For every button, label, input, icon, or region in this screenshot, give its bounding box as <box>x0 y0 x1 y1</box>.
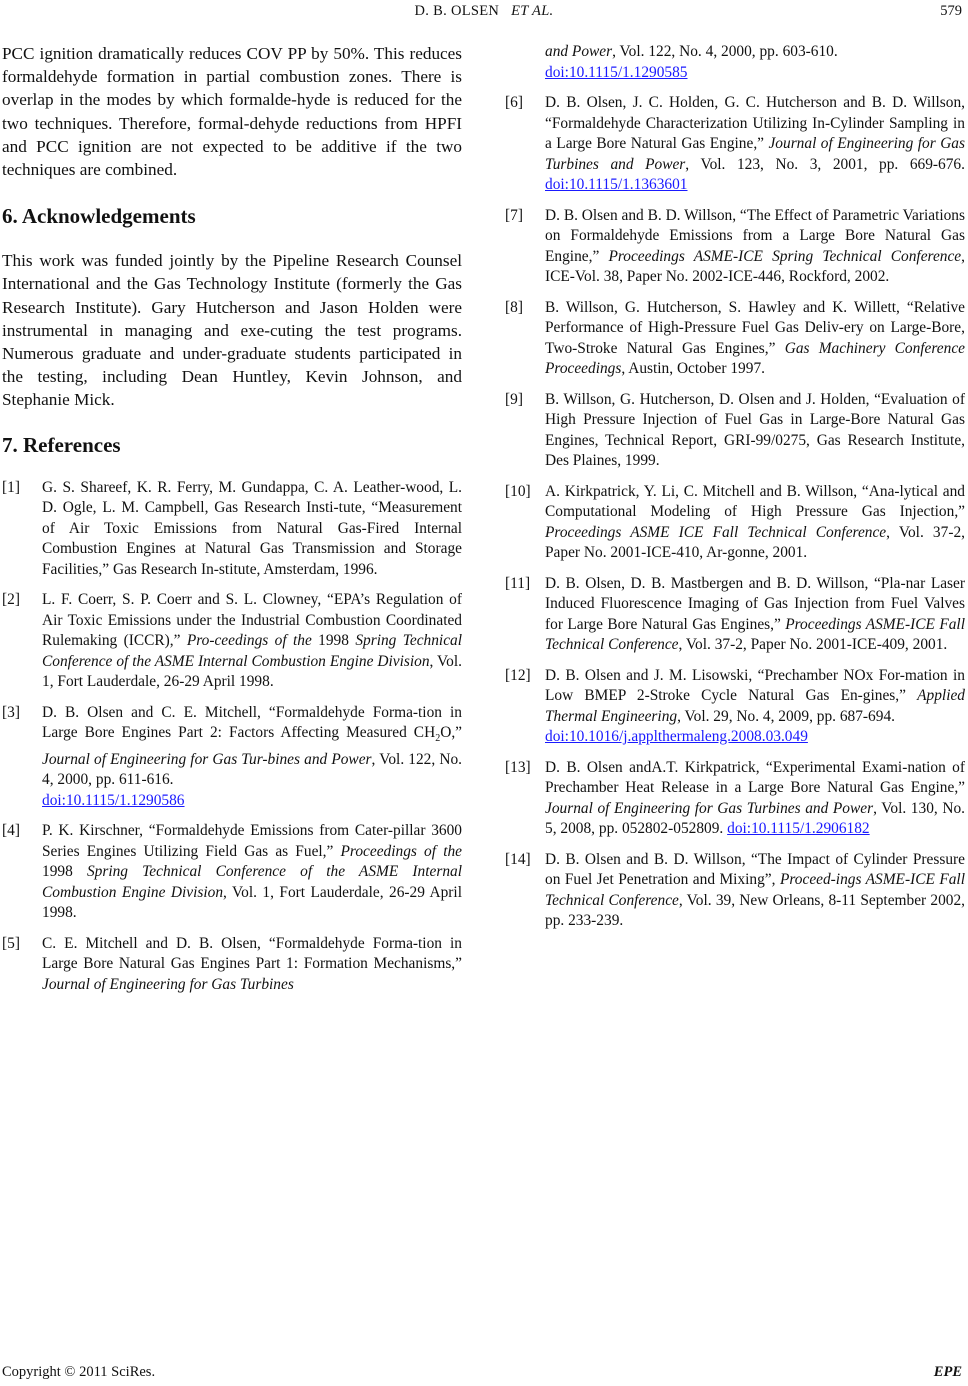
reference-number: [4] <box>2 822 20 840</box>
reference-journal: and Power <box>545 43 613 60</box>
reference-text <box>42 934 462 996</box>
acknowledgements-paragraph: This work was funded jointly by the Pipeline Research Counsel International and the Gas Technology Institute (formerly the Gas Research Institute). Gary Hutcherson and Jason Holden were instrumental in managing and exe-cuting the test programs. Numerous graduate and under-graduate students participated in the testing, including Dean Huntley, Kevin Johnson, and Stephanie Mick. <box>2 251 462 410</box>
reference-details: , ICE-Vol. 38, Paper No. 2002-ICE-446, Rockford, 2002. <box>545 247 966 285</box>
reference-text <box>545 758 965 840</box>
copyright-notice: Copyright © 2011 SciRes. <box>2 1364 156 1380</box>
reference-item-3 <box>2 703 462 812</box>
reference-journal: Journal of Engineering for Gas Turbines and Power <box>545 135 965 173</box>
reference-item-6 <box>505 93 965 196</box>
reference-venue-italic: Proceed-ings ASME-ICE Fall Technical Conference <box>545 871 965 909</box>
running-head-authors: D. B. OLSEN <box>414 3 500 19</box>
reference-authors-title: P. K. Kirschner, “Formaldehyde Emissions from Cater-pillar 3600 Series Engines Utilizing Field Gas as Fuel,” <box>42 822 462 860</box>
reference-item-7 <box>505 206 965 288</box>
intro-paragraph: PCC ignition dramatically reduces COV PP by 50%. This reduces formaldehyde formation in partial combustion zones. There is overlap in the modes by which formalde-hyde is reduced for the two techniques. Therefore, formal-dehyde reductions from HPFI and PCC ignition are not expected to be additive if the two techniques are combined. <box>2 44 462 180</box>
running-head <box>0 3 968 20</box>
reference-text <box>42 821 462 924</box>
page-header <box>0 0 968 26</box>
reference-details: , Vol. 1, Fort Lauderdale, 26-29 April 1998. <box>42 883 462 922</box>
reference-number: [7] <box>505 206 523 224</box>
reference-details: , Vol. 123, No. 3, 2001, pp. 669-676. <box>685 155 965 173</box>
reference-authors-title: D. B. Olsen and C. E. Mitchell, “Formaldehyde Forma-tion in Large Bore Engines Part 2: Factors Affecting Measured CH <box>42 703 462 742</box>
page-number: 579 <box>940 3 962 19</box>
doi-link[interactable]: doi:10.1115/1.1290585 <box>545 63 688 81</box>
reference-number: [10] <box>505 482 531 500</box>
reference-details: , Vol. 37-2, Paper No. 2001-ICE-409, 2001. <box>678 636 948 653</box>
reference-number: [13] <box>505 758 531 776</box>
reference-journal: Journal of Engineering for Gas Turbines <box>42 975 294 993</box>
reference-text: B. Willson, G. Hutcherson, D. Olsen and J. Holden, “Evaluation of High Pressure Injection of Fuel Gas in Large-Bore Natural Gas Engines, Technical Report, GRI-99/0275, Gas Research Institute, Des Plaines, 1999. <box>545 390 965 469</box>
doi-link[interactable]: doi:10.1016/j.applthermaleng.2008.03.049 <box>545 728 808 745</box>
reference-journal: Journal of Engineering for Gas Turbines and Power <box>545 799 874 817</box>
acknowledgements-heading: 6. Acknowledgements <box>2 204 196 229</box>
reference-venue-italic: Spring Technical Conference of the ASME Internal Combustion Engine Division <box>42 632 462 670</box>
reference-journal: Applied Thermal Engineering <box>545 687 965 725</box>
reference-number: [2] <box>2 591 20 609</box>
reference-venue-italic: Proceedings ASME-ICE Spring Technical Conference <box>608 247 962 265</box>
doi-link[interactable]: doi:10.1115/1.2906182 <box>727 820 870 837</box>
reference-item-13 <box>505 758 965 840</box>
reference-authors-title: D. B. Olsen, D. B. Mastbergen and B. D. Willson, “Pla-nar Laser Induced Fluorescence Imaging of Gas Injection from Fuel Valves for Large Bore Natural Gas Engines,” <box>545 574 965 633</box>
reference-item-14 <box>505 850 965 932</box>
doi-link[interactable]: doi:10.1115/1.1363601 <box>545 176 688 193</box>
reference-authors-title: D. B. Olsen andA.T. Kirkpatrick, “Experimental Exami-nation of Prechamber Heat Release in a Large Bore Natural Gas Engine,” <box>545 758 965 796</box>
reference-number: [6] <box>505 94 523 111</box>
reference-text <box>545 850 965 932</box>
reference-venue-italic: Proceedings of the <box>340 842 462 860</box>
reference-details: , Austin, October 1997. <box>621 360 765 377</box>
reference-authors-title: A. Kirkpatrick, Y. Li, C. Mitchell and B. Willson, “Ana-lytical and Computational Modeling of High Pressure Gas Injection,” <box>545 482 965 520</box>
reference-details: , Vol. 122, No. 4, 2000, pp. 603-610. <box>612 43 838 60</box>
reference-text <box>545 206 965 288</box>
journal-abbreviation: EPE <box>933 1364 962 1380</box>
reference-authors-title: D. B. Olsen, J. C. Holden, G. C. Hutcherson and B. D. Willson, “Formaldehyde Characterization Utilizing In-Cylinder Sampling in a Large Bore Natural Gas Engine,” <box>545 94 965 152</box>
reference-text <box>42 703 462 812</box>
reference-number: [5] <box>2 934 20 952</box>
reference-venue-italic: Pro-ceedings of the <box>186 632 312 650</box>
reference-details: , Vol. 1, Fort Lauderdale, 26-29 April 1998. <box>42 652 462 691</box>
reference-text <box>42 590 462 693</box>
reference-year: 1998 <box>42 863 87 881</box>
reference-item-12 <box>505 666 965 748</box>
reference-authors-title: L. F. Coerr, S. P. Coerr and S. L. Clowney, “EPA’s Regulation of Air Toxic Emissions under the Industrial Combustion Coordinated Rulemaking (ICCR),” <box>42 591 462 650</box>
doi-link[interactable]: doi:10.1115/1.1290586 <box>42 791 185 809</box>
reference-text <box>545 298 965 380</box>
reference-item-8 <box>505 298 965 380</box>
reference-authors-title: D. B. Olsen and B. D. Willson, “The Impact of Cylinder Pressure on Fuel Jet Penetration and Mixing”, <box>545 850 965 888</box>
reference-year: 1998 <box>311 632 356 650</box>
subscript: 2 <box>435 733 441 745</box>
reference-text <box>545 93 965 196</box>
reference-text <box>545 482 965 564</box>
reference-item-5 <box>2 934 462 996</box>
reference-venue-italic: Proceedings ASME ICE Fall Technical Conference <box>545 523 887 541</box>
reference-item-9 <box>505 390 965 472</box>
reference-item-5-continued <box>505 42 965 83</box>
left-column <box>2 42 462 995</box>
reference-item-2 <box>2 590 462 693</box>
reference-text <box>545 666 965 748</box>
reference-number: [12] <box>505 666 531 684</box>
references-heading: 7. References <box>2 432 121 457</box>
reference-text <box>545 574 965 656</box>
reference-item-10 <box>505 482 965 564</box>
right-column <box>505 42 965 932</box>
reference-details: , Vol. 122, No. 4, 2000, pp. 611-616. <box>42 750 463 789</box>
reference-venue-italic: Spring Technical Conference of the ASME Internal Combustion Engine Division <box>42 863 462 901</box>
reference-details: , Vol. 29, No. 4, 2009, pp. 687-694. <box>677 707 895 725</box>
reference-details: , Vol. 130, No. 5, 2008, pp. 052802-052809. <box>545 799 965 837</box>
reference-authors-title: C. E. Mitchell and D. B. Olsen, “Formaldehyde Forma-tion in Large Bore Natural Gas Engines Part 1: Formation Mechanisms,” <box>42 934 462 973</box>
reference-authors-title: B. Willson, G. Hutcherson, S. Hawley and K. Willett, “Relative Performance of High-Pressure Fuel Gas Deliv-ery on Large-Bore, Two-Stroke Natural Gas Engines,” <box>545 298 965 357</box>
reference-number: [8] <box>505 298 523 316</box>
reference-number: [11] <box>505 574 531 592</box>
reference-details: , Vol. 37-2, Paper No. 2001-ICE-410, Ar-gonne, 2001. <box>545 523 965 561</box>
reference-text: G. S. Shareef, K. R. Ferry, M. Gundappa, C. A. Leather-wood, L. D. Ogle, L. M. Campbell, Gas Research Insti-tute, “Measurement of Air Toxic Emissions from Natural Gas-Fired Internal Combustion Engines at Natural Gas Transmission and Storage Facilities,” Gas Research In-stitute, Amsterdam, 1996. <box>42 478 462 578</box>
reference-number: [14] <box>505 850 531 868</box>
reference-venue-italic: Gas Machinery Conference Proceedings <box>545 339 965 377</box>
reference-item-1 <box>2 478 462 581</box>
reference-number: [1] <box>2 478 20 496</box>
reference-number: [3] <box>2 703 20 721</box>
reference-number: [9] <box>505 390 523 408</box>
reference-authors-title: D. B. Olsen and B. D. Willson, “The Effect of Parametric Variations on Formaldehyde Emissions from a Large Bore Natural Gas Engine,” <box>545 206 965 265</box>
reference-authors-title: D. B. Olsen and J. M. Lisowski, “Prechamber NOx For-mation in Low BMEP 2-Stroke Cycle Natural Gas En-gines,” <box>545 666 965 704</box>
reference-details: , Vol. 39, New Orleans, 8-11 September 2002, pp. 233-239. <box>545 891 966 929</box>
reference-title-end: O,” <box>440 724 462 742</box>
reference-item-4 <box>2 821 462 924</box>
reference-journal: Journal of Engineering for Gas Tur-bines and Power <box>42 750 372 768</box>
reference-item-11 <box>505 574 965 656</box>
running-head-etal: ET AL. <box>511 3 554 19</box>
reference-venue-italic: Proceedings ASME-ICE Fall Technical Conference <box>545 615 965 653</box>
